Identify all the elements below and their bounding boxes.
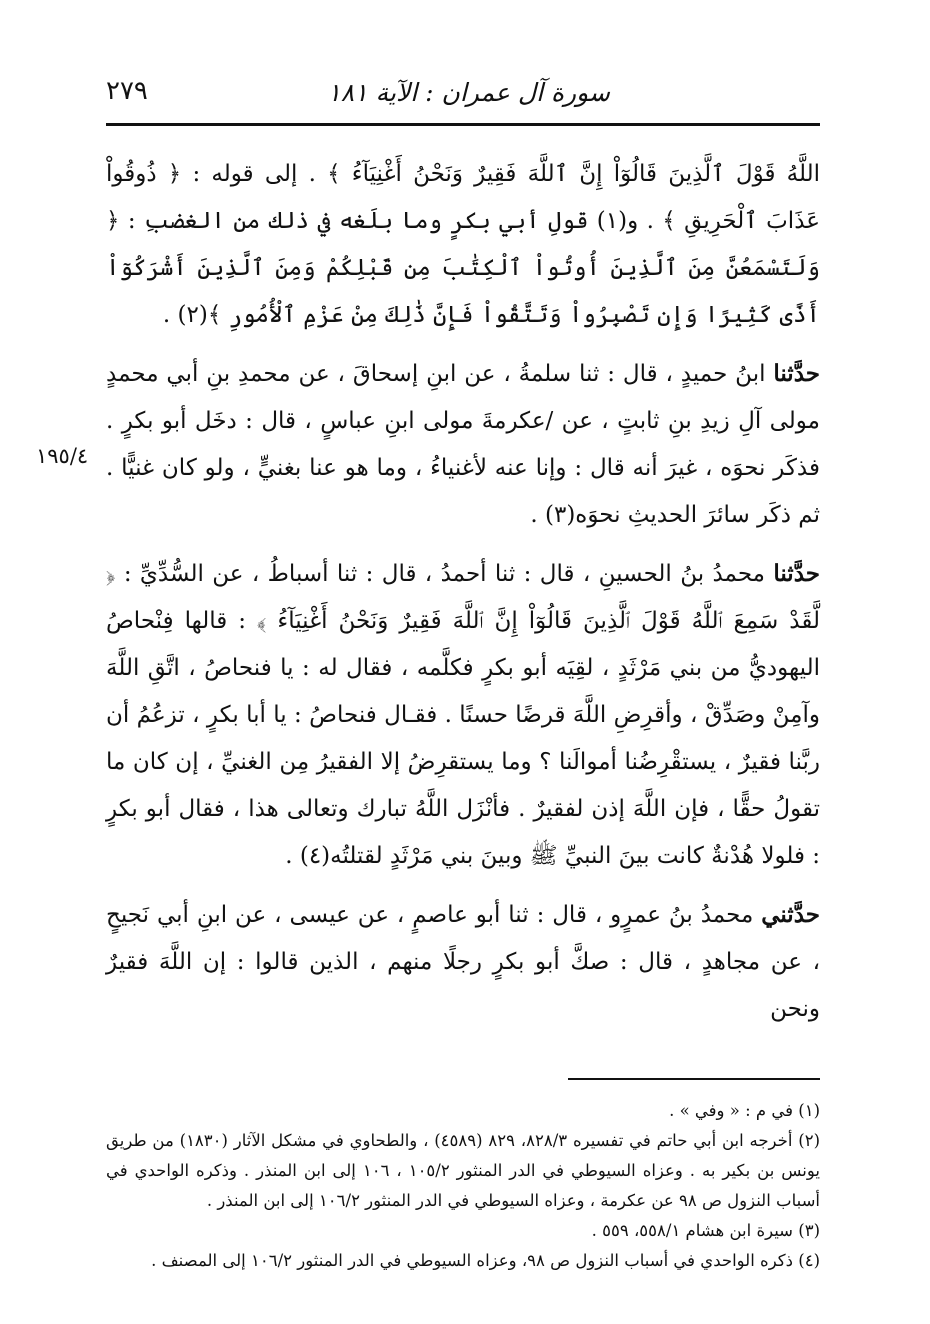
footnotes — [106, 1096, 820, 1276]
paragraph-text: اللَّهُ قَوْلَ ٱلَّذِينَ قَالُوٓاْ إِنَّ ٱللَّهَ فَقِيرٌ وَنَحْنُ أَغْنِيَآءُ ﴾ . إلى قوله : ﴿ ذُوقُواْ عَذَابَ ٱلْحَرِيقِ ﴾ . و(١) قولِ أبي بكرٍ وما بلَغه في ذلك من الغضبِ : ﴿ وَلَتَسْمَعُنَّ مِنَ ٱلَّذِينَ أُوتُواْ ٱلْكِتَٰبَ مِن قَبْلِكُمْ وَمِنَ ٱلَّذِينَ أَشْرَكُوٓاْ أَذًى كَثِيرًا وَإِن تَصْبِرُواْ وَتَتَّقُواْ فَإِنَّ ذَٰلِكَ مِنْ عَزْمِ ٱلْأُمُورِ ﴾(٢) . — [106, 161, 820, 328]
paragraph-text: محمدُ بنُ الحسينِ ، قال : ثنا أحمدُ ، قال : ثنا أسباطُ ، عن السُّدِّيِّ : ﴿ لَّقَدْ سَمِعَ ٱللَّهُ قَوْلَ ٱلَّذِينَ قَالُوٓاْ إِنَّ ٱللَّهَ فَقِيرٌ وَنَحْنُ أَغْنِيَآءُ ﴾ : قالها فِنْحاصُ اليهوديُّ من بني مَرْثَدٍ ، لقِيَه أبو بكرٍ فكلَّمه ، فقال له : يا فنحاصُ ، اتَّقِ اللَّهَ وآمِنْ وصَدِّقْ ، وأقرِضِ اللَّهَ قرضًا حسنًا . فقـال فنحاصُ : يا أبا بكرٍ ، تزعُمُ أن ربَّنا فقيرٌ ، يستقْرِضُنا أموالَنا ؟ وما يستقرِضُ إلا الفقيرُ مِن الغنيِّ ، إن كان ما تقولُ حقًّا ، فإن اللَّهَ إذن لفقيرٌ . فأنْزَل اللَّهُ تبارك وتعالى هذا ، فقال أبو بكرٍ : فلولا هُدْنةٌ كانت بينَ النبيِّ ﷺ وبينَ بني مَرْثَدٍ لقتلتُه(٤) . — [106, 561, 820, 869]
footnote: (٤) ذكره الواحدي في أسباب النزول ص ٩٨، وعزاه السيوطي في الدر المنثور ١٠٦/٢ إلى المصنف . — [151, 1251, 820, 1270]
paragraph-lead: حدَّثنا — [773, 360, 820, 387]
running-title: سورة آل عمران : الآية ١٨١ — [327, 78, 610, 107]
paragraph-lead: حدَّثني — [761, 901, 820, 928]
page-number: ٢٧٩ — [106, 76, 148, 106]
paragraph-lead: حدَّثنا — [773, 560, 820, 587]
page-header — [106, 72, 820, 116]
margin-reference: ١٩٥/٤ — [36, 444, 89, 468]
footnote-rule — [568, 1078, 820, 1080]
paragraph — [106, 350, 820, 539]
paragraph — [106, 150, 820, 339]
footnote: (١) في م : « وفي » . — [669, 1101, 820, 1120]
paragraph — [106, 550, 820, 880]
main-text — [106, 150, 820, 1033]
paragraph-text: محمدُ بنُ عمرٍو ، قال : ثنا أبو عاصمٍ ، عن عيسى ، عن ابنِ أبي نَجيحٍ ، عن مجاهدٍ ، قال : صكَّ أبو بكرٍ رجلًا منهم ، الذين قالوا : إن اللَّهَ فقيرٌ ونحن — [106, 902, 820, 1022]
paragraph-text: ابنُ حميدٍ ، قال : ثنا سلمةُ ، عن ابنِ إسحاقَ ، عن محمدِ بنِ أبي محمدٍ مولى آلِ زيدِ بنِ ثابتٍ ، عن /عكرمةَ مولى ابنِ عباسٍ ، قال : دخَل أبو بكرٍ . فذكَر نحوَه ، غيرَ أنه قال : وإنا عنه لأغنياءُ ، وما هو عنا بغنيٍّ ، ولو كان غنيًّا . ثم ذكَر سائرَ الحديثِ نحوَه(٣) . — [106, 361, 820, 528]
paragraph — [106, 891, 820, 1033]
header-rule — [106, 123, 820, 126]
footnote: (٣) سيرة ابن هشام ٥٥٨/١، ٥٥٩ . — [591, 1221, 820, 1240]
footnote: (٢) أخرجه ابن أبي حاتم في تفسيره ٨٢٨/٣، ٨٢٩ (٤٥٨٩) ، والطحاوي في مشكل الآثار (١٨٣٠) من طريق يونس بن بكير به . وعزاه السيوطي في الدر المنثور ١٠٥/٢ ، ١٠٦ إلى ابن المنذر . وذكره الواحدي في أسباب النزول ص ٩٨ عن عكرمة ، وعزاه السيوطي في الدر المنثور ١٠٦/٢ إلى ابن المنذر . — [106, 1131, 821, 1210]
